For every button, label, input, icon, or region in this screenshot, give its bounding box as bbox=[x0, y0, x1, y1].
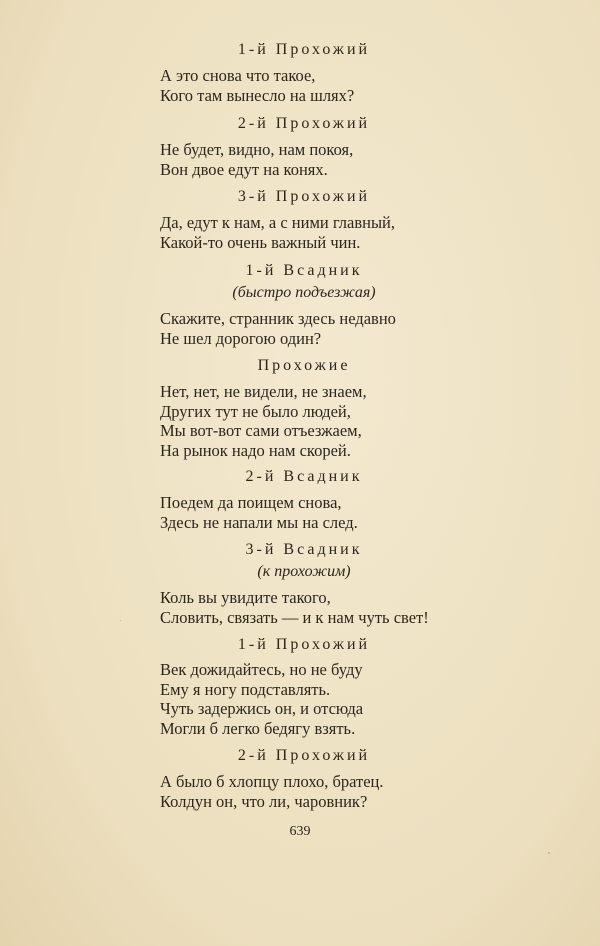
verse-line: Скажите, странник здесь недавно bbox=[160, 309, 396, 328]
verse-line: Ему я ногу подставлять. bbox=[160, 680, 331, 699]
speaker-heading: 1-й Прохожий bbox=[237, 41, 371, 58]
verse-line: Век дожидайтесь, но не буду bbox=[160, 660, 363, 679]
page-number: 639 bbox=[289, 824, 311, 839]
speaker-heading: 1-й Всадник bbox=[245, 262, 363, 279]
speaker-heading: 2-й Всадник bbox=[245, 468, 363, 485]
verse-line: Не будет, видно, нам покоя, bbox=[160, 140, 354, 159]
speaker-heading: 1-й Прохожий bbox=[237, 636, 371, 653]
verse-line: Чуть задержись он, и отсюда bbox=[160, 699, 364, 718]
verse-line: Могли б легко бедягу взять. bbox=[160, 719, 356, 738]
speaker-heading: 2-й Прохожий bbox=[237, 115, 371, 132]
paper-speck bbox=[548, 852, 550, 854]
verse-line: Нет, нет, не видели, не знаем, bbox=[160, 382, 367, 401]
verse-line: Мы вот-вот сами отъезжаем, bbox=[160, 421, 362, 440]
speaker-heading: Прохожие bbox=[257, 357, 351, 374]
speaker-heading: 2-й Прохожий bbox=[237, 747, 371, 764]
speaker-heading: 3-й Прохожий bbox=[237, 188, 371, 205]
verse-line: А было б хлопцу плохо, братец. bbox=[160, 772, 384, 791]
verse-line: Поедем да поищем снова, bbox=[160, 493, 342, 512]
verse-line: Коль вы увидите такого, bbox=[160, 588, 331, 607]
speaker-heading: 3-й Всадник bbox=[245, 541, 363, 558]
verse-line: На рынок надо нам скорей. bbox=[160, 441, 351, 460]
verse-line: Словить, связать — и к нам чуть свет! bbox=[160, 608, 429, 627]
stage-direction: (к прохожим) bbox=[257, 563, 351, 580]
verse-line: Вон двое едут на конях. bbox=[160, 160, 328, 179]
verse-line: Не шел дорогою один? bbox=[160, 329, 322, 348]
verse-line: Кого там вынесло на шлях? bbox=[160, 86, 355, 105]
verse-line: Здесь не напали мы на след. bbox=[160, 513, 358, 532]
verse-line: Колдун он, что ли, чаровник? bbox=[160, 792, 368, 811]
verse-line: Да, едут к нам, а с ними главный, bbox=[160, 213, 396, 232]
paper-speck bbox=[120, 620, 121, 621]
verse-line: А это снова что такое, bbox=[160, 66, 316, 85]
verse-line: Других тут не было людей, bbox=[160, 402, 351, 421]
verse-line: Какой-то очень важный чин. bbox=[160, 233, 361, 252]
stage-direction: (быстро подъезжая) bbox=[232, 284, 376, 301]
